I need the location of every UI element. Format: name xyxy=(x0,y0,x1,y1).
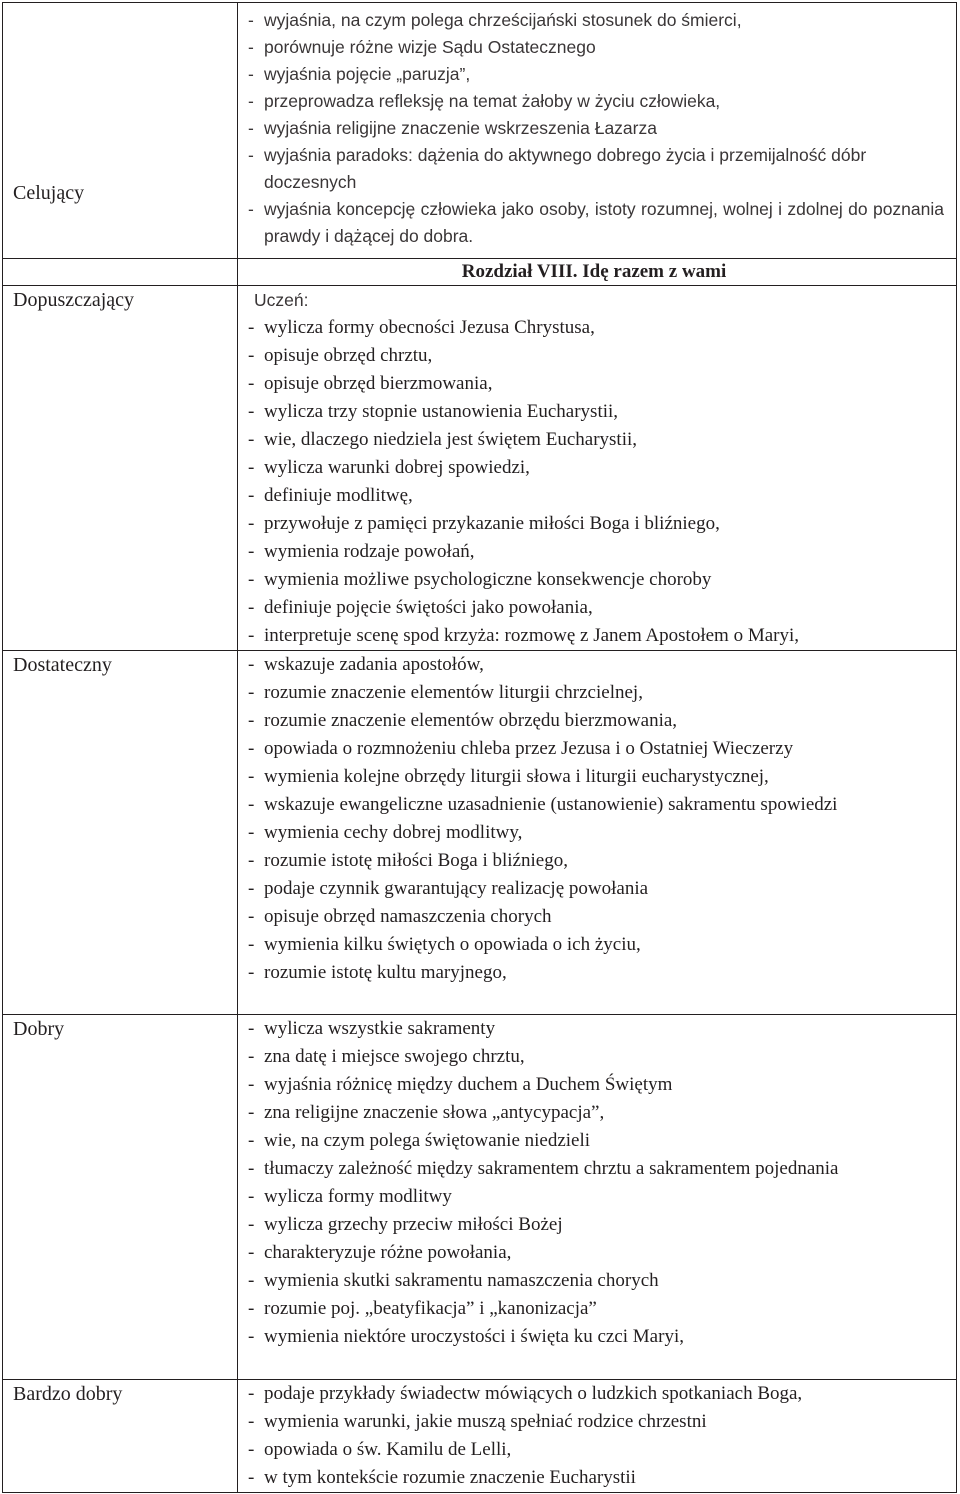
table-row xyxy=(3,286,957,651)
grade-label: Dopuszczający xyxy=(13,289,135,311)
list-item: - wylicza wszystkie sakramenty xyxy=(244,1015,944,1043)
requirements-list xyxy=(244,651,944,987)
list-item: - opisuje obrzęd bierzmowania, xyxy=(244,370,944,398)
grade-cell xyxy=(3,651,238,1015)
list-item: - wymienia kilku świętych o opowiada o ich życiu, xyxy=(244,931,944,959)
content-cell xyxy=(238,1015,957,1380)
list-item: - wymienia warunki, jakie muszą spełniać rodzice chrzestni xyxy=(244,1408,944,1436)
grade-cell xyxy=(3,1380,238,1493)
list-item: - rozumie istotę kultu maryjnego, xyxy=(244,959,944,987)
list-item: - wylicza trzy stopnie ustanowienia Eucharystii, xyxy=(244,398,944,426)
grade-cell xyxy=(3,3,238,259)
list-item: - wskazuje ewangeliczne uzasadnienie (ustanowienie) sakramentu spowiedzi xyxy=(244,791,944,819)
list-item: - podaje przykłady świadectw mówiących o ludzkich spotkaniach Boga, xyxy=(244,1380,944,1408)
list-item: - wyjaśnia, na czym polega chrześcijański stosunek do śmierci, xyxy=(244,7,944,34)
intro-text: Uczeń: xyxy=(254,290,309,310)
list-item: - wymienia skutki sakramentu namaszczenia chorych xyxy=(244,1267,944,1295)
list-item: - wie, na czym polega świętowanie niedzieli xyxy=(244,1127,944,1155)
requirements-list xyxy=(244,1380,944,1492)
grade-label: Celujący xyxy=(13,182,85,204)
list-item: - przywołuje z pamięci przykazanie miłości Boga i bliźniego, xyxy=(244,510,944,538)
list-item: - opowiada o św. Kamilu de Lelli, xyxy=(244,1436,944,1464)
list-item: - charakteryzuje różne powołania, xyxy=(244,1239,944,1267)
requirements-list xyxy=(244,314,944,650)
table-row xyxy=(3,259,957,286)
list-item: - wyjaśnia paradoks: dążenia do aktywnego dobrego życia i przemijalność dóbr doczesnych xyxy=(244,142,944,196)
list-item: - wylicza formy obecności Jezusa Chrystusa, xyxy=(244,314,944,342)
list-item: - wylicza warunki dobrej spowiedzi, xyxy=(244,454,944,482)
list-item: - rozumie istotę miłości Boga i bliźniego, xyxy=(244,847,944,875)
list-item: - porównuje różne wizje Sądu Ostatecznego xyxy=(244,34,944,61)
table-row xyxy=(3,651,957,1015)
grade-cell xyxy=(3,259,238,286)
grades-table xyxy=(2,2,957,1493)
grade-label: Dostateczny xyxy=(13,654,112,676)
requirements-list xyxy=(244,1015,944,1351)
table-row xyxy=(3,1015,957,1380)
list-item: - wyjaśnia różnicę między duchem a Duchem Świętym xyxy=(244,1071,944,1099)
list-item: - wie, dlaczego niedziela jest świętem Eucharystii, xyxy=(244,426,944,454)
list-item: - opisuje obrzęd chrztu, xyxy=(244,342,944,370)
list-item: - definiuje modlitwę, xyxy=(244,482,944,510)
content-cell xyxy=(238,3,957,259)
list-item: - w tym kontekście rozumie znaczenie Eucharystii xyxy=(244,1464,944,1492)
table-row xyxy=(3,3,957,259)
requirements-list xyxy=(244,3,944,250)
list-item: - definiuje pojęcie świętości jako powołania, xyxy=(244,594,944,622)
list-item: - wymienia cechy dobrej modlitwy, xyxy=(244,819,944,847)
list-item: - wymienia rodzaje powołań, xyxy=(244,538,944,566)
list-item: - wylicza formy modlitwy xyxy=(244,1183,944,1211)
list-item: - wymienia możliwe psychologiczne konsekwencje choroby xyxy=(244,566,944,594)
grade-cell xyxy=(3,286,238,651)
list-item: - zna datę i miejsce swojego chrztu, xyxy=(244,1043,944,1071)
list-item: - wyjaśnia religijne znaczenie wskrzeszenia Łazarza xyxy=(244,115,944,142)
list-item: - rozumie znaczenie elementów liturgii chrzcielnej, xyxy=(244,679,944,707)
list-item: - rozumie poj. „beatyfikacja” i „kanonizacja” xyxy=(244,1295,944,1323)
list-item: - opowiada o rozmnożeniu chleba przez Jezusa i o Ostatniej Wieczerzy xyxy=(244,735,944,763)
grade-label: Bardzo dobry xyxy=(13,1383,123,1405)
list-item: - rozumie znaczenie elementów obrzędu bierzmowania, xyxy=(244,707,944,735)
list-item: - przeprowadza refleksję na temat żałoby w życiu człowieka, xyxy=(244,88,944,115)
content-cell xyxy=(238,1380,957,1493)
grade-cell xyxy=(3,1015,238,1380)
chapter-heading: Rozdział VIII. Idę razem z wami xyxy=(461,261,727,282)
list-item: - zna religijne znaczenie słowa „antycypacja”, xyxy=(244,1099,944,1127)
list-item: - wymienia kolejne obrzędy liturgii słowa i liturgii eucharystycznej, xyxy=(244,763,944,791)
grade-label: Dobry xyxy=(13,1018,65,1040)
list-item: - wyjaśnia koncepcję człowieka jako osoby, istoty rozumnej, wolnej i zdolnej do poznania prawdy i dążącej do dobra. xyxy=(244,196,944,250)
table-row xyxy=(3,1380,957,1493)
list-item: - wymienia niektóre uroczystości i święta ku czci Maryi, xyxy=(244,1323,944,1351)
content-cell xyxy=(238,651,957,1015)
list-item: - podaje czynnik gwarantujący realizację powołania xyxy=(244,875,944,903)
content-cell xyxy=(238,259,957,286)
list-item: - opisuje obrzęd namaszczenia chorych xyxy=(244,903,944,931)
list-item: - wylicza grzechy przeciw miłości Bożej xyxy=(244,1211,944,1239)
list-item: - wskazuje zadania apostołów, xyxy=(244,651,944,679)
list-item: - interpretuje scenę spod krzyża: rozmowę z Janem Apostołem o Maryi, xyxy=(244,622,944,650)
list-item: - wyjaśnia pojęcie „paruzja”, xyxy=(244,61,944,88)
list-item: - tłumaczy zależność między sakramentem chrztu a sakramentem pojednania xyxy=(244,1155,944,1183)
content-cell xyxy=(238,286,957,651)
